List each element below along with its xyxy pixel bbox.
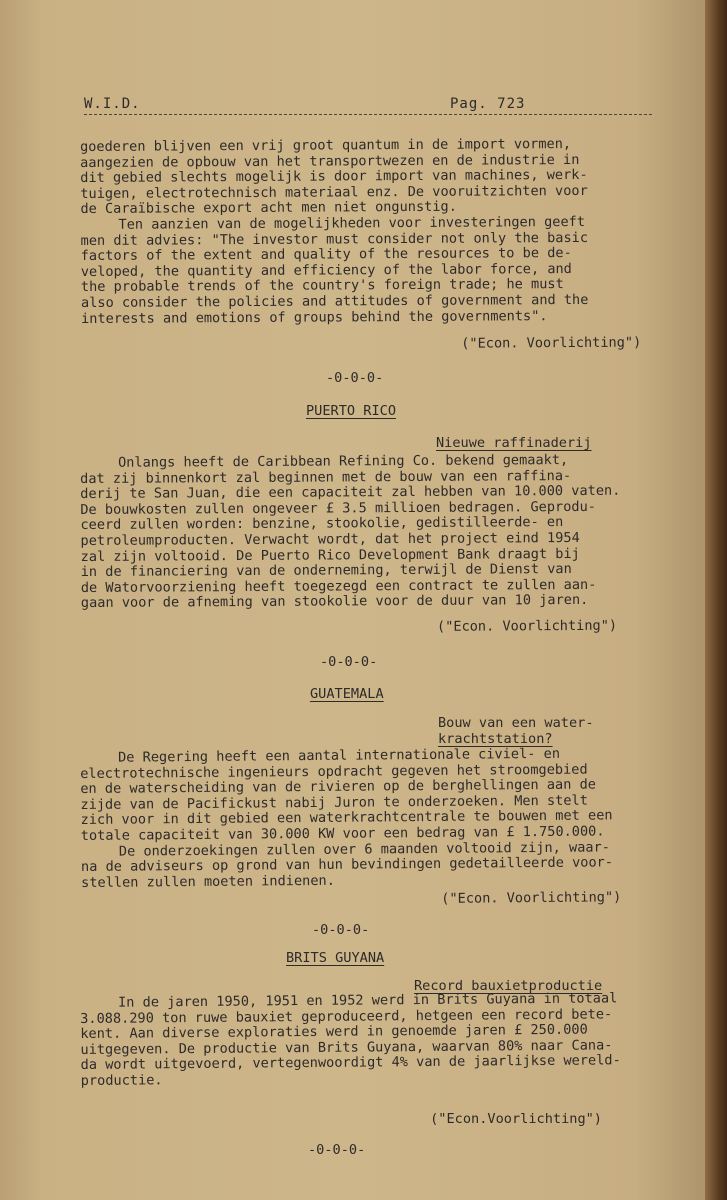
- country-heading: BRITS GUYANA: [286, 949, 385, 966]
- page-edge: [705, 0, 727, 1200]
- header-publication: W.I.D.: [84, 96, 141, 112]
- text-line: De bouwkosten zullen ongeveer £ 3.5 millioen bedragen. Geprodu-: [80, 498, 596, 518]
- text-line: ceerd zullen worden: benzine, stookolie, gedistilleerde- en: [80, 513, 564, 533]
- separator: -0-0-0-: [312, 922, 370, 939]
- text-line: Onlangs heeft de Caribbean Refining Co. bekend gemaakt,: [117, 451, 569, 471]
- text-line: men dit advies: "The investor must consider not only the basic: [80, 229, 589, 249]
- article-text: [80, 991, 681, 1090]
- country-heading: GUATEMALA: [310, 685, 384, 702]
- article-title: Nieuwe raffinaderij: [436, 434, 592, 451]
- text-line: 3.088.290 ton ruwe bauxiet geproduceerd, hetgeen een record bete-: [80, 1006, 613, 1027]
- text-line: factors of the extent and quality of the resources to be de-: [80, 245, 572, 265]
- article-text: [80, 452, 681, 637]
- header-rule: [84, 114, 652, 115]
- text-line: dit gebied slechts mogelijk is door import van machines, werk-: [80, 167, 588, 187]
- source-citation: ("Econ. Voorlichting"): [461, 334, 642, 352]
- text-line: de Watorvoorziening heeft toegezegd een contract te zullen aan-: [80, 576, 597, 596]
- text-line: De Regering heeft een aantal internationale civiel- en: [117, 746, 561, 767]
- text-line: De onderzoekingen zullen over 6 maanden voltooid zijn, waar-: [118, 839, 610, 860]
- source-citation: ("Econ. Voorlichting"): [441, 890, 622, 908]
- text-line: gaan voor de afneming van stookolie voor de duur van 10 jaren.: [80, 591, 589, 611]
- article-text: [80, 746, 681, 911]
- country-heading: PUERTO RICO: [306, 403, 397, 420]
- page-header: [84, 96, 652, 118]
- article-title-line2: krachtstation?: [438, 730, 553, 747]
- text-line: zijde van de Pacifickust nabij Juron te onderzoeken. Men stelt: [80, 792, 588, 814]
- text-line: also consider the policies and attitudes of government and the: [80, 291, 589, 311]
- header-page-number: Pag. 723: [450, 96, 526, 112]
- text-line: the probable trends of the country's foreign trade; he must: [80, 276, 564, 296]
- text-line: petroleumproducten. Verwacht wordt, dat het project eind 1954: [80, 529, 580, 549]
- text-line: de Caraïbische export acht men niet ongunstig.: [80, 199, 457, 218]
- separator: -0-0-0-: [320, 654, 378, 671]
- text-line: kent. Aan diverse exploraties werd in genoemde jaren £ 250.000: [80, 1021, 588, 1043]
- text-line: zal zijn voltooid. De Puerto Rico Development Bank draagt bij: [80, 545, 580, 565]
- text-line: en de waterscheiding van de rivieren op de berghellingen aan de: [80, 777, 596, 798]
- text-line: dat zij binnenkort zal beginnen met de bouw van een raffina-: [80, 467, 572, 487]
- text-line: Ten aanzien van de mogelijkheden voor investeringen geeft: [118, 213, 586, 233]
- text-line: electrotechnische ingenieurs opdracht gegeven het stroomgebied: [80, 761, 588, 782]
- text-line: veloped, the quantity and efficiency of the labor force, and: [80, 260, 572, 280]
- text-line: derij te San Juan, die een capaciteit zal hebben van 10.000 vaten.: [80, 482, 621, 502]
- text-line: goederen blijven een vrij groot quantum in de import vormen,: [79, 136, 572, 155]
- text-line: productie.: [80, 1072, 163, 1090]
- text-line: zich voor in dit gebied een waterkrachtcentrale te bouwen met een: [80, 808, 613, 829]
- text-line: na de adviseurs op grond van hun bevindingen gedetailleerde voor-: [80, 854, 614, 876]
- text-line: aangezien de opbouw van het transportwezen en de industrie in: [80, 151, 580, 171]
- separator: -0-0-0-: [308, 1142, 366, 1159]
- text-line: tuigen, electrotechnisch materiaal enz. De vooruitzichten voor: [80, 182, 588, 202]
- text-line: totale capaciteit van 30.000 KW voor een bedrag van £ 1.750.000.: [80, 823, 605, 845]
- document-body: [79, 136, 680, 1159]
- section-continued: [80, 136, 681, 354]
- source-citation: ("Econ. Voorlichting"): [436, 617, 618, 635]
- text-line: in de financiering van de onderneming, terwijl de Dienst van: [80, 560, 572, 580]
- text-line: uitgegeven. De productie van Brits Guyana, waarvan 80% naar Cana-: [80, 1037, 613, 1058]
- article-title: Record bauxietproductie: [414, 977, 603, 994]
- text-line: da wordt uitgevoerd, vertegenwoordigt 4% van de jaarlijkse wereld-: [80, 1052, 621, 1074]
- source-citation: ("Econ.Voorlichting"): [430, 1110, 602, 1127]
- article-title-line1: Bouw van een water-: [438, 715, 594, 732]
- text-line: stellen zullen moeten indienen.: [81, 872, 335, 892]
- separator: -0-0-0-: [326, 369, 384, 386]
- text-line: interests and emotions of groups behind the governments".: [81, 307, 548, 327]
- text-line: In de jaren 1950, 1951 en 1952 werd in Brits Guyana in totaal: [117, 990, 618, 1011]
